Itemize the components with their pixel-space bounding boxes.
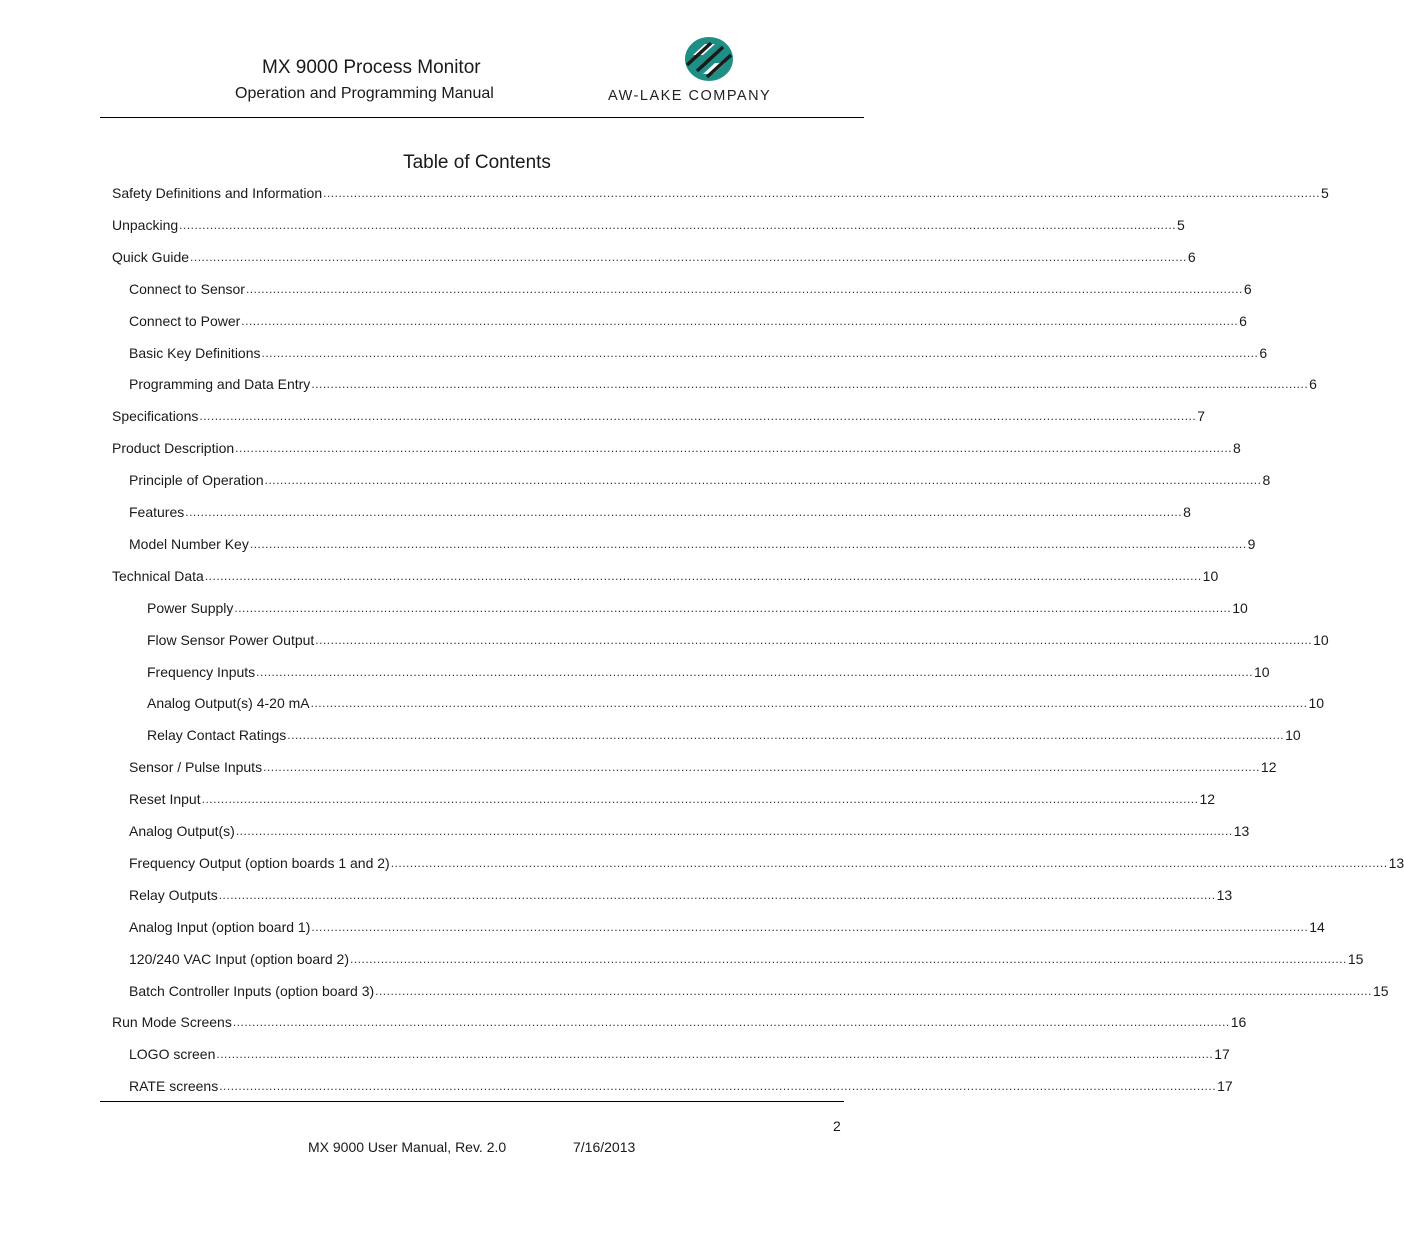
toc-entry-page: 5: [1177, 216, 1185, 233]
toc-entry-label: Flow Sensor Power Output: [147, 631, 315, 648]
toc-dot-leader: ....................................................................................................................................................................................................................................................................: [219, 1079, 1217, 1094]
toc-entry-label: Connect to Sensor: [129, 280, 245, 297]
toc-entry-page: 6: [1243, 280, 1252, 297]
toc-entry-page: 8: [1262, 472, 1271, 489]
toc-entry-label: Features: [129, 504, 185, 520]
toc-entry[interactable]: [112, 244, 1196, 266]
toc-entry-page: 12: [1260, 759, 1277, 776]
toc-entry-label: RATE screens: [129, 1078, 219, 1095]
company-logo-icon: [683, 35, 735, 83]
toc-entry[interactable]: [129, 531, 1256, 553]
toc-entry[interactable]: [129, 754, 1277, 776]
toc-entry-label: Basic Key Definitions: [129, 344, 261, 361]
toc-dot-leader: ....................................................................................................................................................................................................................................................................: [323, 186, 1320, 200]
toc-entry-label: Specifications: [112, 408, 199, 425]
toc-dot-leader: ....................................................................................................................................................................................................................................................................: [199, 409, 1197, 424]
toc-dot-leader: ....................................................................................................................................................................................................................................................................: [235, 824, 1233, 838]
toc-entry-label: Model Number Key: [129, 535, 249, 552]
toc-entry[interactable]: [129, 882, 1233, 904]
toc-entry-page: 6: [1259, 344, 1268, 361]
toc-entry[interactable]: [129, 1041, 1230, 1063]
toc-entry[interactable]: [129, 1073, 1233, 1095]
toc-entry-page: 10: [1285, 727, 1301, 744]
toc-entry[interactable]: [129, 340, 1268, 362]
toc-entry-page: 10: [1202, 567, 1219, 584]
toc-entry-page: 7: [1197, 408, 1206, 425]
company-logo-text: AW-LAKE COMPANY: [608, 88, 772, 104]
toc-dot-leader: ....................................................................................................................................................................................................................................................................: [315, 632, 1313, 647]
toc-dot-leader: ....................................................................................................................................................................................................................................................................: [311, 919, 1309, 934]
toc-entry-page: 6: [1239, 312, 1247, 329]
toc-dot-leader: ....................................................................................................................................................................................................................................................................: [245, 281, 1243, 296]
toc-entry-label: 120/240 VAC Input (option board 2): [129, 950, 350, 967]
toc-entry-page: 17: [1217, 1078, 1233, 1095]
footer-date: 7/16/2013: [573, 1139, 636, 1155]
toc-entry[interactable]: [147, 627, 1329, 649]
toc-entry-label: Reset Input: [129, 791, 201, 808]
toc-entry[interactable]: [112, 212, 1185, 234]
document-subtitle: Operation and Programming Manual: [235, 85, 494, 102]
document-title: MX 9000 Process Monitor: [262, 57, 481, 78]
toc-entry-page: 10: [1254, 663, 1270, 680]
footer-manual-title: MX 9000 User Manual, Rev. 2.0: [308, 1139, 507, 1155]
toc-entry-label: LOGO screen: [129, 1046, 216, 1063]
toc-entry-label: Unpacking: [112, 216, 179, 233]
toc-entry-label: Safety Definitions and Information: [112, 185, 323, 201]
toc-entry[interactable]: [129, 276, 1252, 298]
toc-entry[interactable]: [112, 180, 1329, 202]
toc-dot-leader: ....................................................................................................................................................................................................................................................................: [241, 313, 1239, 328]
toc-entry[interactable]: [147, 595, 1248, 617]
toc-dot-leader: ....................................................................................................................................................................................................................................................................: [256, 664, 1254, 679]
toc-entry[interactable]: [129, 499, 1191, 521]
toc-entry[interactable]: [147, 659, 1270, 681]
toc-entry-page: 10: [1232, 599, 1248, 616]
toc-dot-leader: ....................................................................................................................................................................................................................................................................: [263, 760, 1260, 775]
toc-dot-leader: ....................................................................................................................................................................................................................................................................: [375, 983, 1372, 998]
toc-entry-label: Analog Input (option board 1): [129, 918, 311, 935]
toc-entry-label: Product Description: [112, 440, 235, 457]
toc-entry-label: Frequency Inputs: [147, 663, 256, 680]
toc-entry-page: 10: [1313, 631, 1329, 648]
toc-entry-label: Analog Output(s): [129, 823, 235, 839]
toc-heading: Table of Contents: [403, 152, 551, 173]
toc-dot-leader: ....................................................................................................................................................................................................................................................................: [201, 792, 1199, 807]
toc-entry-label: Sensor / Pulse Inputs: [129, 759, 263, 776]
toc-dot-leader: ....................................................................................................................................................................................................................................................................: [179, 217, 1176, 232]
toc-dot-leader: ....................................................................................................................................................................................................................................................................: [390, 855, 1388, 870]
toc-dot-leader: ....................................................................................................................................................................................................................................................................: [249, 536, 1247, 551]
toc-entry[interactable]: [129, 850, 1404, 872]
toc-dot-leader: ....................................................................................................................................................................................................................................................................: [287, 728, 1285, 743]
toc-entry[interactable]: [129, 786, 1216, 808]
toc-entry[interactable]: [147, 690, 1325, 712]
toc-dot-leader: ....................................................................................................................................................................................................................................................................: [234, 600, 1232, 615]
toc-entry-label: Relay Outputs: [129, 886, 218, 903]
toc-dot-leader: ....................................................................................................................................................................................................................................................................: [264, 473, 1262, 488]
toc-entry-label: Frequency Output (option boards 1 and 2): [129, 854, 390, 871]
toc-entry[interactable]: [129, 946, 1364, 968]
toc-entry-page: 6: [1187, 248, 1196, 265]
toc-entry-page: 9: [1247, 535, 1256, 552]
toc-entry-page: 17: [1214, 1046, 1230, 1063]
toc-dot-leader: ....................................................................................................................................................................................................................................................................: [190, 249, 1187, 264]
toc-entry-page: 14: [1309, 918, 1325, 935]
toc-entry[interactable]: [129, 371, 1317, 393]
toc-entry-label: Principle of Operation: [129, 472, 264, 489]
toc-entry-label: Technical Data: [112, 567, 204, 584]
toc-entry-label: Run Mode Screens: [112, 1014, 232, 1031]
toc-entry[interactable]: [112, 563, 1219, 585]
toc-dot-leader: ....................................................................................................................................................................................................................................................................: [232, 1015, 1230, 1030]
toc-entry-label: Programming and Data Entry: [129, 376, 311, 393]
toc-entry-page: 10: [1308, 695, 1325, 712]
toc-entry[interactable]: [129, 818, 1250, 840]
footer-divider: [100, 1101, 844, 1102]
toc-dot-leader: ....................................................................................................................................................................................................................................................................: [261, 345, 1259, 360]
toc-entry-page: 16: [1230, 1014, 1247, 1031]
toc-dot-leader: ....................................................................................................................................................................................................................................................................: [218, 887, 1216, 902]
toc-entry-label: Analog Output(s) 4-20 mA: [147, 695, 310, 712]
toc-dot-leader: ....................................................................................................................................................................................................................................................................: [216, 1047, 1214, 1062]
toc-entry-label: Connect to Power: [129, 312, 241, 329]
toc-entry[interactable]: [147, 722, 1301, 744]
toc-dot-leader: ....................................................................................................................................................................................................................................................................: [310, 696, 1308, 711]
toc-entry-page: 6: [1309, 376, 1317, 393]
toc-entry[interactable]: [129, 978, 1389, 1000]
toc-entry-label: Relay Contact Ratings: [147, 727, 287, 744]
toc-entry-label: Quick Guide: [112, 248, 190, 265]
header-divider: [100, 117, 864, 118]
toc-entry[interactable]: [129, 467, 1271, 489]
toc-entry-label: Power Supply: [147, 599, 234, 616]
toc-entry[interactable]: [112, 1009, 1247, 1031]
toc-entry-page: 13: [1388, 854, 1404, 871]
page-number: 2: [833, 1118, 841, 1134]
toc-dot-leader: ....................................................................................................................................................................................................................................................................: [185, 505, 1183, 519]
toc-dot-leader: ....................................................................................................................................................................................................................................................................: [235, 441, 1233, 456]
toc-entry-page: 12: [1199, 791, 1216, 808]
toc-entry-page: 15: [1372, 982, 1389, 999]
toc-entry-page: 8: [1183, 504, 1191, 520]
toc-entry-page: 13: [1233, 823, 1250, 839]
toc-entry[interactable]: [129, 914, 1325, 936]
toc-entry[interactable]: [112, 435, 1241, 457]
toc-entry-page: 5: [1320, 185, 1329, 201]
toc-dot-leader: ....................................................................................................................................................................................................................................................................: [204, 568, 1202, 583]
toc-dot-leader: ....................................................................................................................................................................................................................................................................: [311, 377, 1309, 392]
toc-dot-leader: ....................................................................................................................................................................................................................................................................: [350, 951, 1347, 966]
toc-entry[interactable]: [112, 403, 1206, 425]
toc-entry-page: 15: [1347, 950, 1364, 967]
toc-entry-page: 8: [1233, 440, 1241, 457]
company-logo: [608, 35, 818, 107]
toc-entry-page: 13: [1216, 886, 1233, 903]
toc-entry[interactable]: [129, 308, 1247, 330]
toc-entry-label: Batch Controller Inputs (option board 3): [129, 982, 375, 999]
